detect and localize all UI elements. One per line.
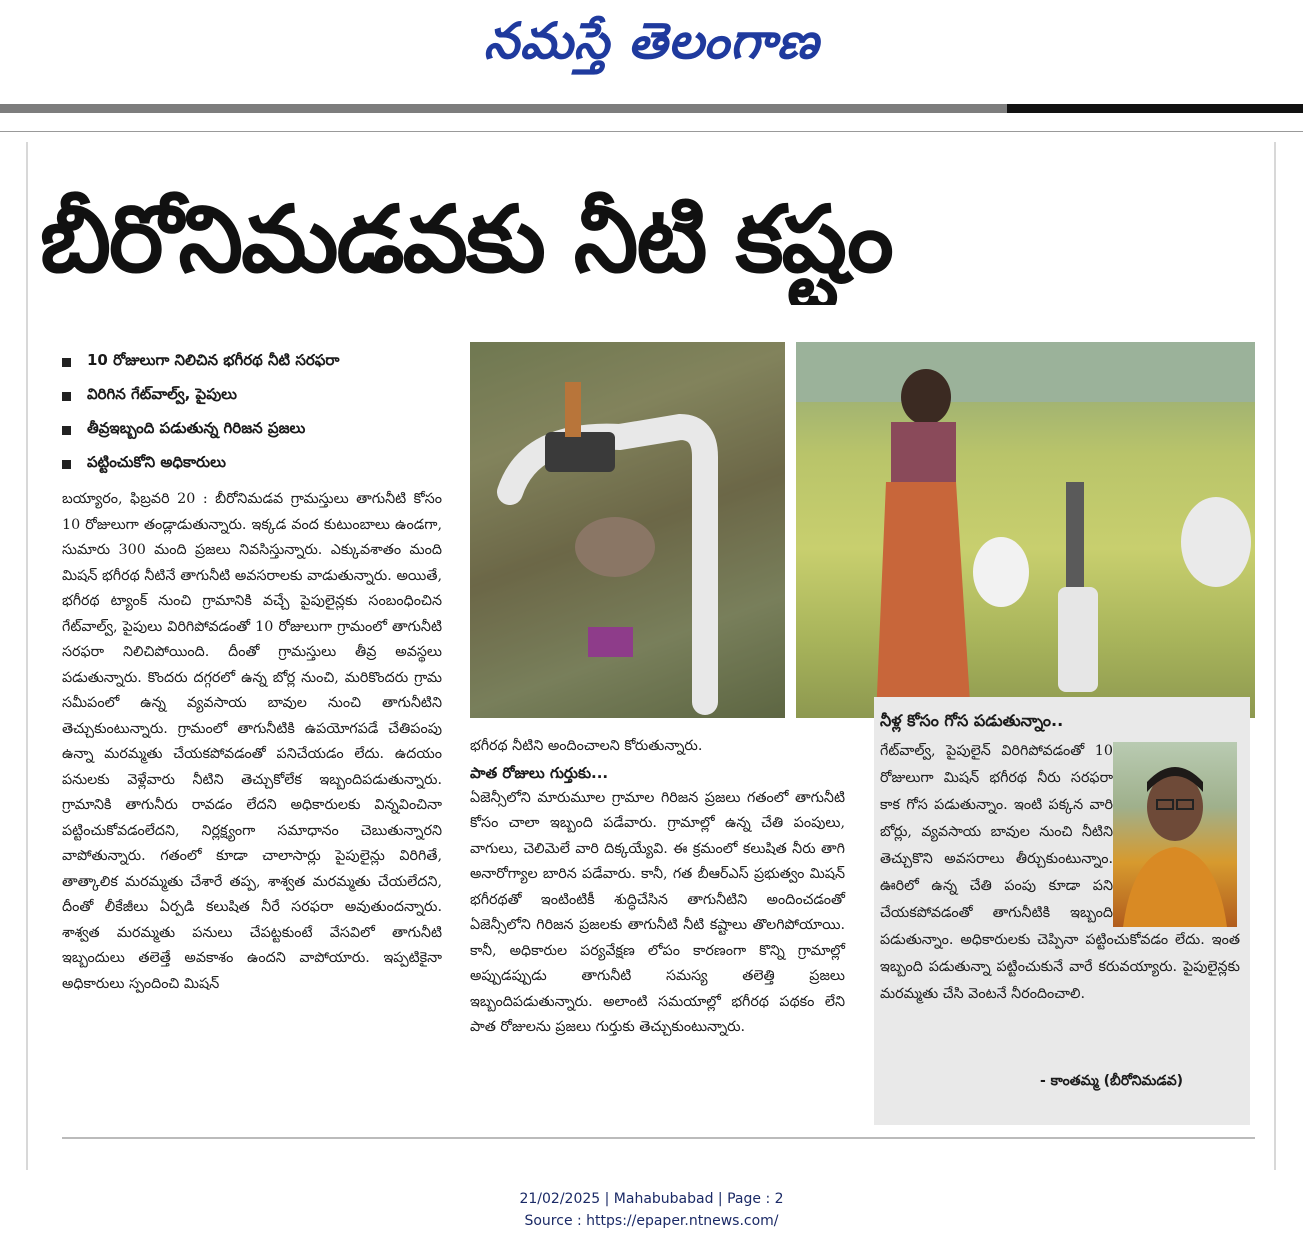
clipping-edge <box>26 142 28 1170</box>
bullet-icon <box>62 392 71 401</box>
portrait-photo <box>1113 742 1237 927</box>
highlight-item <box>62 379 462 413</box>
newspaper-logo: నమస్తే తెలంగాణ <box>483 12 820 70</box>
page-footer <box>0 1188 1303 1232</box>
article-body-column-2 <box>470 734 845 1041</box>
bullet-icon <box>62 426 71 435</box>
bullet-icon <box>62 358 71 367</box>
divider <box>0 131 1303 132</box>
source-link[interactable]: Source : https://epaper.ntnews.com/ <box>524 1213 779 1229</box>
quote-attribution: - కాంతమ్మ (బీరోనిమడవ) <box>1040 1073 1184 1089</box>
highlights-list <box>62 345 462 481</box>
highlight-text: 10 రోజులుగా నిలిచిన భగీరథ నీటి సరఫరా <box>87 351 340 369</box>
highlight-item <box>62 413 462 447</box>
masthead-rule-accent <box>1007 104 1303 113</box>
clipping-edge <box>1274 142 1276 1170</box>
masthead <box>0 0 1303 102</box>
edition-info: 21/02/2025 | Mahabubabad | Page : 2 <box>519 1191 784 1207</box>
column-2-text: ఏజెన్సీలోని మారుమూల గ్రామాల గిరిజన ప్రజలు గతంలో తాగునీటి కోసం చాలా ఇబ్బంది పడేవారు. గ్రామాల్లో ఉన్న చేతి పంపులు, వాగులు, చెలిమెలే వారి దిక్కయ్యేవి. ఈ క్రమంలో కలుషిత నీరు తాగి అనారోగ్యాల బారిన పడేవారు. కానీ, గత బీఆర్ఎస్ ప్రభుత్వం మిషన్ భగీరథతో ఇంటింటికీ శుద్ధిచేసిన తాగునీటిని అందించడంతో ఏజెన్సీలోని గిరిజన ప్రజలకు తాగునీటి నీటి కష్టాలు తొలగిపోయాయి. కానీ, అధికారుల పర్యవేక్షణ లోపం కారణంగా కొన్ని గ్రామాల్లో అప్పుడప్పుడు తాగునీటి సమస్య తలెత్తి ప్రజలు ఇబ్బందిపడుతున్నారు. అలాంటి సమయాల్లో భగీరథ పథకం లేని పాత రోజులను ప్రజలు గుర్తుకు తెచ్చుకుంటున్నారు. <box>470 789 845 1035</box>
section-subhead: పాత రోజులు గుర్తుకు... <box>470 763 609 782</box>
article-headline: బీరోనిమడవకు నీటి కష్టం <box>40 186 892 293</box>
highlight-text: తీవ్రఇబ్బంది పడుతున్న గిరిజన ప్రజలు <box>87 419 306 437</box>
bullet-icon <box>62 460 71 469</box>
highlight-text: విరిగిన గేట్‌వాల్వ్, పైపులు <box>87 385 237 403</box>
photo-broken-pipe <box>470 342 785 718</box>
masthead-rule <box>0 104 1007 113</box>
highlight-item <box>62 345 462 379</box>
portrait-illustration <box>1113 742 1237 927</box>
pipe-illustration <box>470 342 785 718</box>
highlight-text: పట్టించుకోని అధికారులు <box>87 453 226 471</box>
photo-woman-handpump <box>796 342 1255 718</box>
column-2-lead: భగీరథ నీటిని అందించాలని కోరుతున్నారు. <box>470 738 703 754</box>
sidebar-quote-text: గేట్‌వాల్వ్, పైపులైన్ విరిగిపోవడంతో 10 రోజులుగా మిషన్ భగీరథ నీరు సరఫరా కాక గోస పడుతున్నాం. ఇంటి పక్కన వారి బోర్లు, వ్యవసాయ బావుల నుంచి నీటిని తెచ్చుకొని అవసరాలు తీర్చుకుంటున్నాం. ఊరిలో ఉన్న చేతి పంపు కూడా పని చేయకపోవడంతో తాగునీటికి ఇబ్బంది పడుతున్నాం. అధికారులకు చెప్పినా పట్టించుకోవడం లేదు. ఇంత ఇబ్బంది పడుతున్నా పట్టించుకునే వారే కరువయ్యారు. పైపులైన్లకు మరమ్మతు చేసి వెంటనే నీరందించాలి. <box>880 743 1240 1002</box>
sidebar-title: నీళ్ల కోసం గోస పడుతున్నాం.. <box>880 711 1064 730</box>
handpump-illustration <box>796 342 1255 718</box>
bottom-divider <box>62 1137 1255 1139</box>
highlight-item <box>62 447 462 481</box>
article-body-column-1: బయ్యారం, ఫిబ్రవరి 20 : బీరోనిమడవ గ్రామస్తులు తాగునీటి కోసం 10 రోజులుగా తండ్లాడుతున్నారు. ఇక్కడ వంద కుటుంబాలు ఉండగా, సుమారు 300 మంది ప్రజలు నివసిస్తున్నారు. ఎక్కువశాతం మంది మిషన్ భగీరథ నీటినే తాగునీటి అవసరాలకు వాడుతున్నారు. అయితే, భగీరథ ట్యాంక్ నుంచి గ్రామానికి వచ్చే పైపులైన్లకు సంబంధించిన గేట్‌వాల్వ్, పైపులు విరిగిపోవడంతో 10 రోజులుగా గ్రామంలో తాగునీటి సరఫరా నిలిచిపోయింది. దీంతో గ్రామస్తులు తీవ్ర అవస్థలు పడుతున్నారు. కొందరు దగ్గరలో ఉన్న బోర్ల నుంచి, మరికొందరు గ్రామ సమీపంలో ఉన్న వ్యవసాయ బావుల నుంచి తాగునీటిని తెచ్చుకుంటున్నారు. గ్రామంలో తాగునీటికి ఉపయోగపడే చేతిపంపు ఉన్నా మరమ్మతు చేయకపోవడంతో పనిచేయడం లేదు. ఉదయం పనులకు వెళ్లేవారు నీటిని తెచ్చుకోలేక ఇబ్బందిపడుతున్నారు. గ్రామానికి తాగునీరు రావడం లేదని అధికారులకు విన్నవించినా పట్టించుకోవడంలేదని, నిర్లక్ష్యంగా సమాధానం చెబుతున్నారని వాపోతున్నారు. గతంలో కూడా చాలాసార్లు పైపులైన్లు విరిగితే, తాత్కాలిక మరమ్మతు చేశారే తప్ప, శాశ్వత మరమ్మతు చేయలేదని, దీంతో లీకేజీలు ఏర్పడి కలుషిత నీరే సరఫరా అవుతుందన్నారు. శాశ్వత మరమ్మతు పనులు చేపట్టకుంటే వేసవిలో తాగునీటి ఇబ్బందులు తలెత్తే అవకాశం ఉందని వాపోయారు. ఇప్పటికైనా అధికారులు స్పందించి మిషన్ <box>62 491 442 992</box>
